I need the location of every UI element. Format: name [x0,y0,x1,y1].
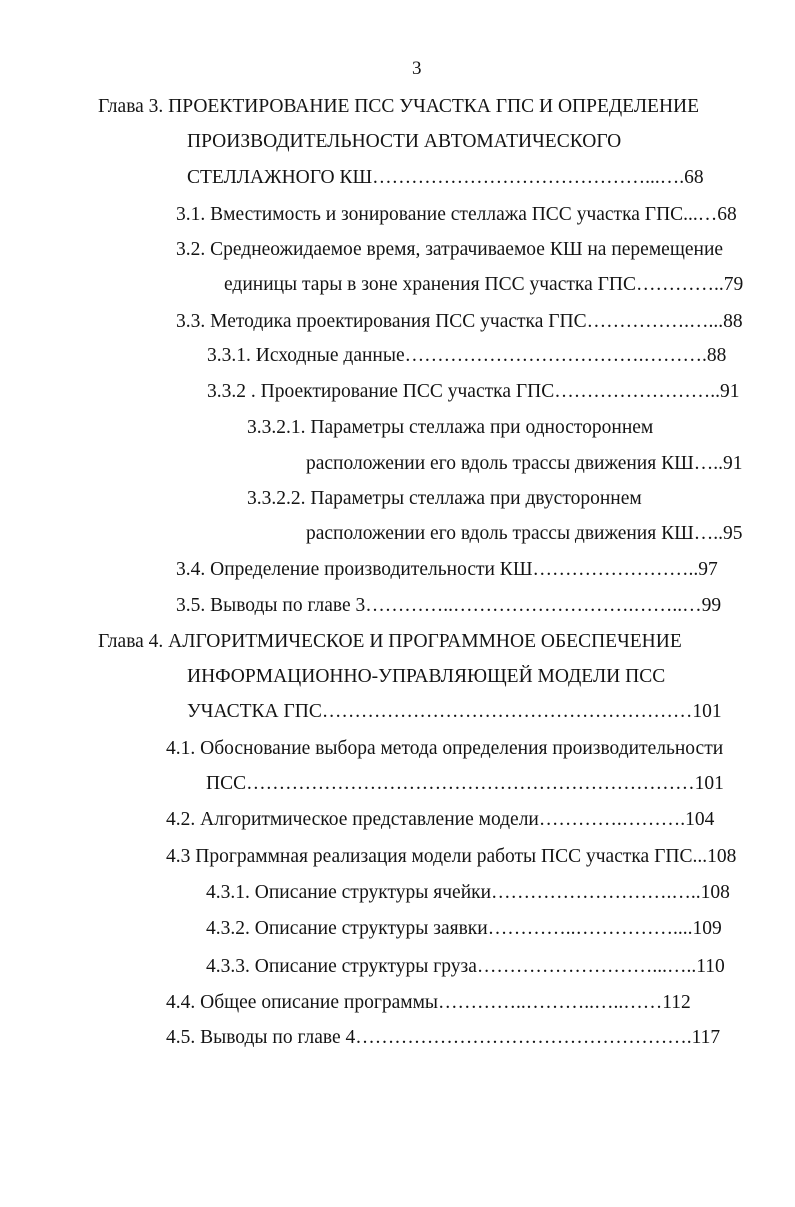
toc-entry-4-4: 4.4. Общее описание программы…………..………..…..……112 [166,992,691,1013]
toc-entry-4-2: 4.2. Алгоритмическое представление модели………….……….104 [166,809,715,830]
toc-entry-3-1: 3.1. Вместимость и зонирование стеллажа ПСС участка ГПС...…68 [176,204,737,225]
toc-entry-3-3-2-1-cont: расположении его вдоль трассы движения КШ…..91 [306,453,743,474]
toc-entry-3-3-1: 3.3.1. Исходные данные……………………………….……….88 [207,345,727,366]
toc-entry-3-2: 3.2. Среднеожидаемое время, затрачиваемое КШ на перемещение [176,239,724,260]
toc-entry-3-2-cont: единицы тары в зоне хранения ПСС участка ГПС…………..79 [224,274,744,295]
toc-chapter-3-title-cont-2: СТЕЛЛАЖНОГО КШ……………………………………...….68 [187,167,704,188]
toc-entry-3-3: 3.3. Методика проектирования ПСС участка ГПС…………….…...88 [176,311,743,332]
toc-entry-4-1: 4.1. Обоснование выбора метода определения производительности [166,738,724,759]
toc-entry-4-3: 4.3 Программная реализация модели работы ПСС участка ГПС...108 [166,846,737,867]
toc-chapter-4-title-cont-2: УЧАСТКА ГПС…………………………………………………101 [187,701,722,722]
page-number: 3 [412,58,422,79]
toc-entry-3-4: 3.4. Определение производительности КШ……………………..97 [176,559,718,580]
toc-chapter-4-title: Глава 4. АЛГОРИТМИЧЕСКОЕ И ПРОГРАММНОЕ ОБЕСПЕЧЕНИЕ [98,631,682,652]
toc-entry-4-1-cont: ПСС……………………………………………………………101 [206,773,724,794]
toc-chapter-4-title-cont-1: ИНФОРМАЦИОННО-УПРАВЛЯЮЩЕЙ МОДЕЛИ ПСС [187,666,666,687]
toc-entry-3-3-2-2-cont: расположении его вдоль трассы движения КШ…..95 [306,523,743,544]
toc-entry-3-3-2-1: 3.3.2.1. Параметры стеллажа при одностороннем [247,417,654,438]
toc-entry-3-3-2: 3.3.2 . Проектирование ПСС участка ГПС……………………..91 [207,381,740,402]
toc-entry-3-3-2-2: 3.3.2.2. Параметры стеллажа при двустороннем [247,488,642,509]
toc-entry-3-5: 3.5. Выводы по главе 3…………..……………………….……..…99 [176,595,722,616]
toc-entry-4-5: 4.5. Выводы по главе 4…………………………………………….117 [166,1027,721,1048]
toc-chapter-3-title: Глава 3. ПРОЕКТИРОВАНИЕ ПСС УЧАСТКА ГПС И ОПРЕДЕЛЕНИЕ [98,96,700,117]
toc-entry-4-3-2: 4.3.2. Описание структуры заявки…………..……………....109 [206,918,722,939]
toc-entry-4-3-1: 4.3.1. Описание структуры ячейки……………………….…..108 [206,882,730,903]
toc-entry-4-3-3: 4.3.3. Описание структуры груза………………………...…..110 [206,956,725,977]
toc-chapter-3-title-cont-1: ПРОИЗВОДИТЕЛЬНОСТИ АВТОМАТИЧЕСКОГО [187,131,622,152]
